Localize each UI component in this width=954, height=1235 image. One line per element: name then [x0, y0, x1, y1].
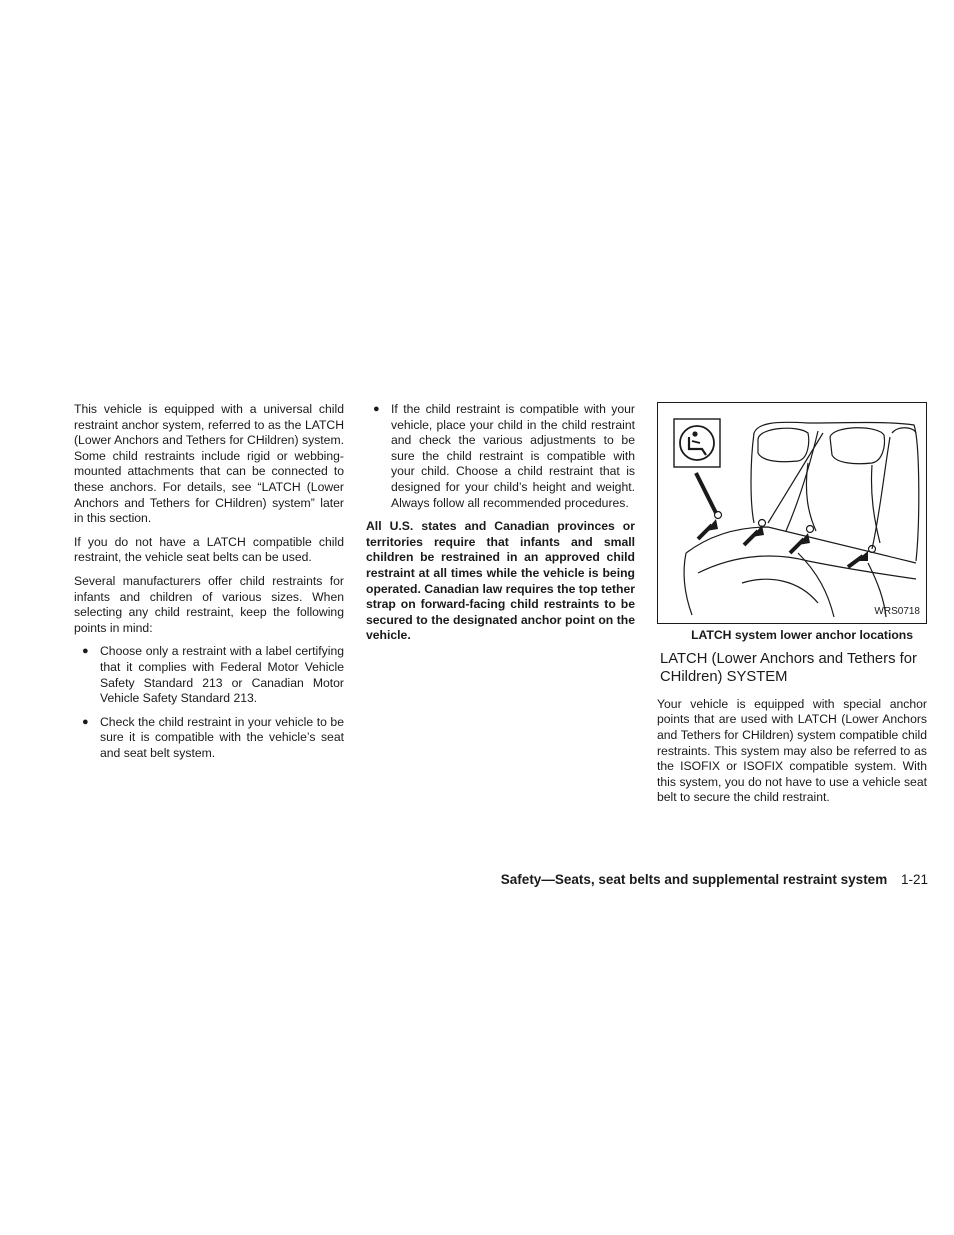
bullet-icon: ● [82, 715, 89, 728]
bullet-compatibility [74, 715, 344, 762]
legal-warning: All U.S. states and Canadian provinces or territories require that infants and small children be restrained in an approved child restraint at all times while the vehicle is being operated. Canadian law requires the top tether strap on forward-facing child restraints to be secured to the designated anchor point on the vehicle. [366, 519, 635, 643]
middle-column [366, 402, 635, 652]
page-number: 1-21 [900, 872, 928, 887]
figure-code: WRS0718 [874, 606, 920, 618]
figure-caption: LATCH system lower anchor locations [691, 628, 913, 642]
bullet-icon: ● [373, 403, 380, 415]
bullet-text: Check the child restraint in your vehicle to be sure it is compatible with the vehicle’s seat and seat belt system. [100, 714, 344, 760]
right-column [657, 402, 927, 814]
latch-description: Your vehicle is equipped with special anchor points that are used with LATCH (Lower Anchors and Tethers for CHildren) system compatible child restraints. This system may also be referred to as the ISOFIX or ISOFIX compatible system. With this system, you do not have to use a vehicle seat belt to secure the child restraint. [657, 696, 927, 805]
bullet-icon: ● [82, 645, 89, 658]
latch-figure [657, 402, 927, 624]
left-column [74, 402, 344, 769]
no-latch-paragraph: If you do not have a LATCH compatible child restraint, the vehicle seat belts can be used. [74, 534, 344, 565]
intro-paragraph: This vehicle is equipped with a universal child restraint anchor system, referred to as the LATCH (Lower Anchors and Tethers for CHildren) system. Some child restraints include rigid or webbing-mounted attachments that can be connected to these anchors. For details, see “LATCH (Lower Anchors and Tethers for CHildren) system” later in this section. [74, 402, 344, 526]
rear-seat-illustration [658, 403, 926, 623]
bullet-fmvss [74, 644, 344, 706]
bullet-fit-child [366, 402, 635, 511]
footer-section-title: Safety—Seats, seat belts and supplemental restraint system [500, 872, 888, 887]
child-seat-latch-icon [674, 419, 720, 467]
page-footer [501, 872, 928, 887]
manufacturers-paragraph: Several manufacturers offer child restraints for infants and children of various sizes. When selecting any child restraint, keep the following points in mind: [74, 573, 344, 635]
bullet-text: If the child restraint is compatible with your vehicle, place your child in the child restraint and check the various adjustments to be sure the child restraint is compatible with your child. Choose a child restraint that is designed for your child’s height and weight. Always follow all recommended procedures. [391, 402, 635, 510]
section-heading: LATCH (Lower Anchors and Tethers for CHildren) SYSTEM [660, 650, 917, 686]
bullet-text: Choose only a restraint with a label certifying that it complies with Federal Motor Vehicle Safety Standard 213 or Canadian Motor Vehicle Safety Standard 213. [100, 644, 344, 706]
